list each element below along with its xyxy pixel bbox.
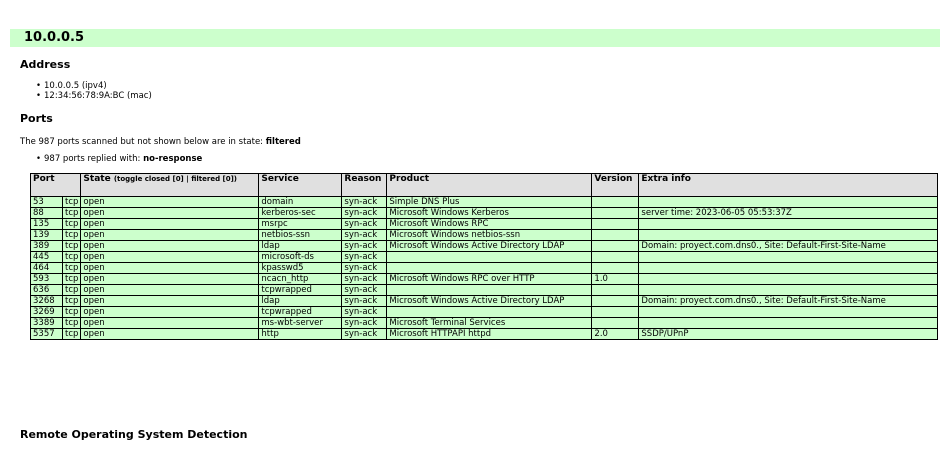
cell-reason: syn-ack: [342, 241, 387, 252]
cell-service: ldap: [259, 241, 342, 252]
cell-extra: [639, 307, 938, 318]
cell-product: Microsoft Terminal Services: [387, 318, 592, 329]
cell-version: [592, 230, 639, 241]
cell-state: open: [81, 318, 259, 329]
col-service: Service: [259, 174, 342, 197]
col-extra: Extra info: [639, 174, 938, 197]
cell-version: [592, 252, 639, 263]
cell-version: [592, 263, 639, 274]
cell-version: [592, 219, 639, 230]
cell-version: 2.0: [592, 329, 639, 340]
cell-reason: syn-ack: [342, 263, 387, 274]
port-row: [31, 241, 938, 252]
cell-product: Simple DNS Plus: [387, 197, 592, 208]
port-row: [31, 219, 938, 230]
filtered-prefix: The 987 ports scanned but not shown below are in state:: [20, 137, 266, 147]
port-row: [31, 285, 938, 296]
cell-service: domain: [259, 197, 342, 208]
replied-prefix: 987 ports replied with:: [44, 154, 144, 164]
cell-product: [387, 285, 592, 296]
cell-port: 636: [31, 285, 63, 296]
cell-port: 3268: [31, 296, 63, 307]
cell-service: tcpwrapped: [259, 307, 342, 318]
cell-proto: tcp: [63, 274, 81, 285]
cell-state: open: [81, 252, 259, 263]
address-list: [44, 81, 152, 101]
col-state-label: State: [83, 174, 111, 184]
ports-heading: Ports: [20, 112, 53, 125]
cell-port: 5357: [31, 329, 63, 340]
cell-reason: syn-ack: [342, 285, 387, 296]
cell-extra: [639, 252, 938, 263]
host-title: 10.0.0.5: [24, 30, 85, 45]
cell-product: Microsoft Windows RPC: [387, 219, 592, 230]
col-version: Version: [592, 174, 639, 197]
port-row: [31, 252, 938, 263]
cell-state: open: [81, 274, 259, 285]
cell-state: open: [81, 307, 259, 318]
cell-reason: syn-ack: [342, 274, 387, 285]
cell-port: 389: [31, 241, 63, 252]
cell-proto: tcp: [63, 329, 81, 340]
cell-product: [387, 252, 592, 263]
cell-port: 139: [31, 230, 63, 241]
cell-product: Microsoft Windows Active Directory LDAP: [387, 296, 592, 307]
cell-extra: Domain: proyect.com.dns0., Site: Default-First-Site-Name: [639, 296, 938, 307]
port-row: [31, 274, 938, 285]
cell-version: [592, 285, 639, 296]
replied-reason: no-response: [143, 154, 203, 164]
cell-extra: [639, 230, 938, 241]
filtered-state: filtered: [265, 137, 301, 147]
cell-service: msrpc: [259, 219, 342, 230]
cell-version: [592, 296, 639, 307]
cell-product: [387, 263, 592, 274]
ports-table-header: [31, 174, 938, 197]
cell-reason: syn-ack: [342, 318, 387, 329]
cell-product: Microsoft Windows RPC over HTTP: [387, 274, 592, 285]
cell-port: 593: [31, 274, 63, 285]
cell-proto: tcp: [63, 230, 81, 241]
cell-reason: syn-ack: [342, 219, 387, 230]
host-title-bar: [10, 29, 940, 47]
port-row: [31, 307, 938, 318]
col-port: Port: [31, 174, 81, 197]
address-item: • 10.0.0.5 (ipv4): [44, 81, 152, 91]
os-detection-heading: Remote Operating System Detection: [20, 428, 248, 441]
cell-state: open: [81, 296, 259, 307]
cell-extra: [639, 219, 938, 230]
cell-port: 3269: [31, 307, 63, 318]
cell-product: [387, 307, 592, 318]
cell-product: Microsoft Windows netbios-ssn: [387, 230, 592, 241]
cell-proto: tcp: [63, 263, 81, 274]
cell-service: ms-wbt-server: [259, 318, 342, 329]
cell-version: [592, 307, 639, 318]
port-row: [31, 329, 938, 340]
cell-service: http: [259, 329, 342, 340]
cell-reason: syn-ack: [342, 307, 387, 318]
port-row: [31, 230, 938, 241]
cell-state: open: [81, 329, 259, 340]
cell-extra: Domain: proyect.com.dns0., Site: Default-First-Site-Name: [639, 241, 938, 252]
cell-reason: syn-ack: [342, 230, 387, 241]
cell-reason: syn-ack: [342, 296, 387, 307]
cell-product: Microsoft Windows Kerberos: [387, 208, 592, 219]
cell-service: tcpwrapped: [259, 285, 342, 296]
port-row: [31, 296, 938, 307]
cell-extra: [639, 318, 938, 329]
cell-port: 53: [31, 197, 63, 208]
col-state: [81, 174, 259, 197]
replied-list: [44, 154, 202, 164]
cell-extra: [639, 274, 938, 285]
cell-reason: syn-ack: [342, 197, 387, 208]
cell-extra: [639, 197, 938, 208]
cell-port: 88: [31, 208, 63, 219]
cell-proto: tcp: [63, 307, 81, 318]
cell-version: [592, 208, 639, 219]
filtered-note: [20, 137, 301, 147]
cell-product: Microsoft HTTPAPI httpd: [387, 329, 592, 340]
replied-item: [44, 154, 202, 164]
toggle-closed-filtered-link[interactable]: (toggle closed [0] | filtered [0]): [113, 175, 237, 183]
cell-proto: tcp: [63, 296, 81, 307]
cell-service: ldap: [259, 296, 342, 307]
cell-extra: SSDP/UPnP: [639, 329, 938, 340]
cell-extra: [639, 285, 938, 296]
cell-port: 445: [31, 252, 63, 263]
port-row: [31, 208, 938, 219]
cell-port: 135: [31, 219, 63, 230]
cell-extra: server time: 2023-06-05 05:53:37Z: [639, 208, 938, 219]
port-row: [31, 318, 938, 329]
cell-reason: syn-ack: [342, 252, 387, 263]
cell-state: open: [81, 197, 259, 208]
cell-state: open: [81, 263, 259, 274]
cell-version: 1.0: [592, 274, 639, 285]
cell-state: open: [81, 230, 259, 241]
cell-version: [592, 318, 639, 329]
cell-state: open: [81, 241, 259, 252]
address-item: • 12:34:56:78:9A:BC (mac): [44, 91, 152, 101]
cell-extra: [639, 263, 938, 274]
cell-version: [592, 241, 639, 252]
address-heading: Address: [20, 58, 71, 71]
cell-proto: tcp: [63, 241, 81, 252]
cell-proto: tcp: [63, 208, 81, 219]
cell-proto: tcp: [63, 318, 81, 329]
cell-version: [592, 197, 639, 208]
cell-state: open: [81, 208, 259, 219]
cell-service: ncacn_http: [259, 274, 342, 285]
cell-reason: syn-ack: [342, 329, 387, 340]
cell-product: Microsoft Windows Active Directory LDAP: [387, 241, 592, 252]
cell-service: microsoft-ds: [259, 252, 342, 263]
cell-port: 3389: [31, 318, 63, 329]
cell-proto: tcp: [63, 252, 81, 263]
cell-proto: tcp: [63, 219, 81, 230]
port-row: [31, 263, 938, 274]
cell-state: open: [81, 219, 259, 230]
cell-proto: tcp: [63, 197, 81, 208]
cell-service: kerberos-sec: [259, 208, 342, 219]
cell-reason: syn-ack: [342, 208, 387, 219]
cell-state: open: [81, 285, 259, 296]
col-product: Product: [387, 174, 592, 197]
cell-port: 464: [31, 263, 63, 274]
ports-table: [30, 173, 938, 340]
port-row: [31, 197, 938, 208]
cell-service: netbios-ssn: [259, 230, 342, 241]
cell-proto: tcp: [63, 285, 81, 296]
col-reason: Reason: [342, 174, 387, 197]
cell-service: kpasswd5: [259, 263, 342, 274]
